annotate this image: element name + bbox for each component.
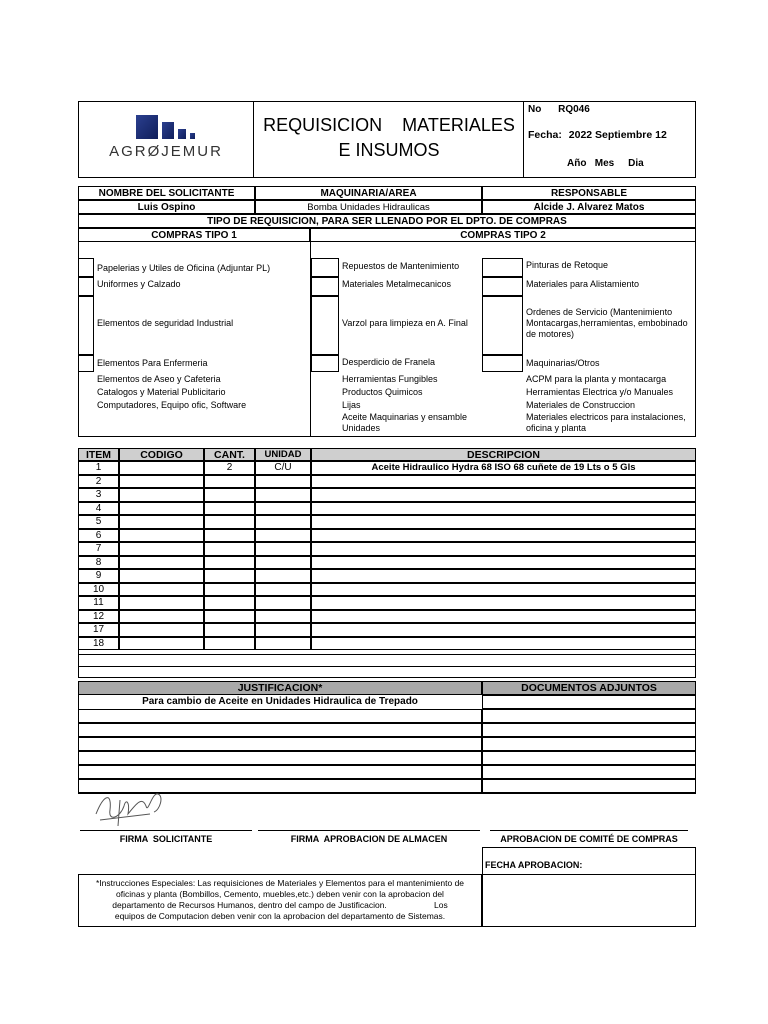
table-cell-descripcion[interactable] xyxy=(311,502,696,516)
justificacion-row[interactable] xyxy=(482,709,696,723)
tipo-option-label: Aceite Maquinarias y ensamble Unidades xyxy=(342,412,468,433)
instrucciones-line: oficinas y planta (Bombillos, Cemento, muebles,etc.) deben venir con la aprobacion del xyxy=(116,889,444,899)
tipo-option-label: Pinturas de Retoque xyxy=(526,260,609,270)
tipo-option-label: Materiales de Construccion xyxy=(526,400,636,410)
cant-column-header: CANT. xyxy=(204,448,255,461)
table-cell-unidad[interactable] xyxy=(255,515,311,529)
tipo-option-label: Desperdicio de Franela xyxy=(342,357,436,367)
table-cell-item[interactable]: 8 xyxy=(78,556,119,570)
checkbox[interactable] xyxy=(311,296,339,355)
table-cell-cant[interactable] xyxy=(204,488,255,502)
responsable-label: RESPONSABLE xyxy=(482,186,696,200)
tipo-option-label: Herramientas Fungibles xyxy=(342,374,438,384)
table-cell-cant[interactable] xyxy=(204,583,255,597)
descripcion-column-header: DESCRIPCION xyxy=(311,448,696,461)
table-cell-codigo[interactable] xyxy=(119,502,204,516)
table-cell-unidad[interactable] xyxy=(255,502,311,516)
signature-line xyxy=(258,830,480,831)
table-cell-descripcion[interactable]: Aceite Hidraulico Hydra 68 ISO 68 cuñete de 19 Lts o 5 Gls xyxy=(311,461,696,475)
justificacion-row[interactable] xyxy=(482,723,696,737)
table-cell-descripcion[interactable] xyxy=(311,637,696,651)
table-cell-descripcion[interactable] xyxy=(311,556,696,570)
table-cell-item[interactable]: 9 xyxy=(78,569,119,583)
table-cell-codigo[interactable] xyxy=(119,529,204,543)
table-cell-descripcion[interactable] xyxy=(311,488,696,502)
tipo1-label: COMPRAS TIPO 1 xyxy=(78,228,310,242)
justificacion-row[interactable] xyxy=(78,723,482,737)
table-cell-item[interactable]: 6 xyxy=(78,529,119,543)
checkbox[interactable] xyxy=(311,258,339,277)
table-cell-cant[interactable] xyxy=(204,569,255,583)
responsable-value: Alcide J. Alvarez Matos xyxy=(482,200,696,214)
table-cell-unidad[interactable] xyxy=(255,556,311,570)
table-cell-descripcion[interactable] xyxy=(311,475,696,489)
table-cell-cant[interactable] xyxy=(204,542,255,556)
table-cell-cant[interactable] xyxy=(204,596,255,610)
table-cell-descripcion[interactable] xyxy=(311,583,696,597)
table-cell-codigo[interactable] xyxy=(119,610,204,624)
table-cell-item[interactable]: 2 xyxy=(78,475,119,489)
extra-row[interactable] xyxy=(78,654,696,667)
table-cell-unidad[interactable] xyxy=(255,583,311,597)
table-cell-unidad[interactable] xyxy=(255,569,311,583)
tipo-option-label: Materiales Metalmecanicos xyxy=(342,279,452,289)
checkbox[interactable] xyxy=(311,355,339,372)
documentos-adjuntos-cell[interactable] xyxy=(482,695,696,709)
fecha-field xyxy=(528,129,667,141)
table-cell-codigo[interactable] xyxy=(119,569,204,583)
date-parts-label: Año Mes Dia xyxy=(567,158,644,169)
maquinaria-value: Bomba Unidades Hidraulicas xyxy=(255,200,482,214)
justificacion-row[interactable] xyxy=(482,765,696,779)
table-cell-codigo[interactable] xyxy=(119,542,204,556)
justificacion-row[interactable] xyxy=(482,737,696,751)
tipo-option-label: Herramientas Electrica y/o Manuales xyxy=(526,387,674,397)
table-cell-cant[interactable] xyxy=(204,529,255,543)
checkbox[interactable] xyxy=(482,355,523,372)
signature-line xyxy=(80,830,252,831)
no-field xyxy=(528,104,590,115)
table-cell-unidad[interactable] xyxy=(255,475,311,489)
table-cell-unidad[interactable] xyxy=(255,542,311,556)
table-cell-codigo[interactable] xyxy=(119,515,204,529)
table-cell-codigo[interactable] xyxy=(119,596,204,610)
tipo-option-label: Elementos de Aseo y Cafeteria xyxy=(97,374,221,384)
justificacion-row[interactable] xyxy=(482,751,696,765)
title-box xyxy=(254,101,524,178)
table-cell-unidad[interactable] xyxy=(255,623,311,637)
tipo-option-label: Computadores, Equipo ofic, Software xyxy=(97,400,247,410)
tipo-option-label: Maquinarias/Otros xyxy=(526,358,600,368)
tipo-option-label: Materiales para Alistamiento xyxy=(526,279,640,289)
table-cell-item[interactable]: 18 xyxy=(78,637,119,651)
table-cell-cant[interactable] xyxy=(204,637,255,651)
logo-box xyxy=(78,101,254,178)
table-cell-codigo[interactable] xyxy=(119,583,204,597)
table-cell-cant[interactable] xyxy=(204,502,255,516)
tipo-option-label: Ordenes de Servicio (Mantenimiento Montacargas,herramientas, embobinado de motores) xyxy=(526,307,688,339)
table-cell-item[interactable]: 10 xyxy=(78,583,119,597)
table-cell-item[interactable]: 3 xyxy=(78,488,119,502)
tipo-option-label: Elementos de seguridad Industrial xyxy=(97,318,234,328)
signature-line xyxy=(490,830,688,831)
fecha-aprobacion-divider xyxy=(482,874,696,875)
fecha-label: Fecha: xyxy=(528,129,562,141)
page-title-line2: E INSUMOS xyxy=(338,140,440,160)
justificacion-row[interactable] xyxy=(482,779,696,793)
table-cell-codigo[interactable] xyxy=(119,556,204,570)
firma-almacen-label: FIRMA APROBACION DE ALMACEN xyxy=(290,834,448,844)
maquinaria-label: MAQUINARIA/AREA xyxy=(255,186,482,200)
table-cell-codigo[interactable] xyxy=(119,488,204,502)
codigo-column-header: CODIGO xyxy=(119,448,204,461)
solicitante-label: NOMBRE DEL SOLICITANTE xyxy=(78,186,255,200)
tipo-title: TIPO DE REQUISICION, PARA SER LLENADO POR EL DPTO. DE COMPRAS xyxy=(78,214,696,228)
instrucciones-box xyxy=(78,874,482,927)
page-title-line1: REQUISICION MATERIALES xyxy=(263,115,515,135)
table-cell-cant[interactable] xyxy=(204,623,255,637)
justificacion-row[interactable] xyxy=(78,765,482,779)
justificacion-text[interactable]: Para cambio de Aceite en Unidades Hidraulica de Trepado xyxy=(142,696,418,707)
comite-label: APROBACION DE COMITÉ DE COMPRAS xyxy=(500,834,678,844)
table-cell-item[interactable]: 7 xyxy=(78,542,119,556)
checkbox[interactable] xyxy=(78,277,94,296)
checkbox[interactable] xyxy=(78,296,94,355)
documentos-adjuntos-header: DOCUMENTOS ADJUNTOS xyxy=(482,681,696,695)
fecha-aprobacion-label: FECHA APROBACION: xyxy=(485,860,583,870)
tipo-option-label: Uniformes y Calzado xyxy=(97,279,181,289)
instrucciones-line: departamento de Recursos Humanos, dentro del campo de Justificacion. Los xyxy=(112,900,448,910)
justificacion-header: JUSTIFICACION* xyxy=(78,681,482,695)
justificacion-row[interactable] xyxy=(78,751,482,765)
logo-text: AGRØJEMUR xyxy=(109,143,223,160)
tipo-option-label: Elementos Para Enfermeria xyxy=(97,358,208,368)
table-cell-unidad[interactable] xyxy=(255,488,311,502)
table-cell-descripcion[interactable] xyxy=(311,610,696,624)
no-label: No xyxy=(528,104,542,115)
table-cell-descripcion[interactable] xyxy=(311,515,696,529)
table-cell-item[interactable]: 1 xyxy=(78,461,119,475)
tipo-option-label: Repuestos de Mantenimiento xyxy=(342,261,460,271)
table-cell-descripcion[interactable] xyxy=(311,596,696,610)
tipo-option-label: Productos Quimicos xyxy=(342,387,423,397)
table-cell-codigo[interactable] xyxy=(119,637,204,651)
justificacion-row[interactable] xyxy=(78,737,482,751)
checkbox[interactable] xyxy=(482,296,523,355)
no-value: RQ046 xyxy=(558,104,590,115)
tipo-option-label: Papelerias y Utiles de Oficina (Adjuntar PL) xyxy=(97,263,271,273)
item-column-header: ITEM xyxy=(78,448,119,461)
table-cell-cant[interactable] xyxy=(204,475,255,489)
tipo-option-label: ACPM para la planta y montacarga xyxy=(526,374,667,384)
solicitante-value: Luis Ospino xyxy=(78,200,255,214)
table-cell-cant[interactable]: 2 xyxy=(204,461,255,475)
table-cell-item[interactable]: 12 xyxy=(78,610,119,624)
table-cell-unidad[interactable] xyxy=(255,610,311,624)
table-cell-codigo[interactable] xyxy=(119,623,204,637)
table-cell-unidad[interactable]: C/U xyxy=(255,461,311,475)
table-cell-unidad[interactable] xyxy=(255,529,311,543)
checkbox[interactable] xyxy=(311,277,339,296)
table-cell-item[interactable]: 17 xyxy=(78,623,119,637)
justificacion-row[interactable] xyxy=(78,709,482,723)
table-cell-descripcion[interactable] xyxy=(311,542,696,556)
table-cell-item[interactable]: 5 xyxy=(78,515,119,529)
checkbox[interactable] xyxy=(78,355,94,372)
tipo-option-label: Lijas xyxy=(342,400,361,410)
checkbox[interactable] xyxy=(482,258,523,277)
table-cell-cant[interactable] xyxy=(204,515,255,529)
tipo-option-label: Materiales electricos para instalaciones, oficina y planta xyxy=(526,412,686,433)
tipo-option-label: Varzol para limpieza en A. Final xyxy=(342,318,468,328)
table-cell-unidad[interactable] xyxy=(255,596,311,610)
table-cell-codigo[interactable] xyxy=(119,461,204,475)
fecha-value: 2022 Septiembre 12 xyxy=(568,129,667,141)
checkbox[interactable] xyxy=(482,277,523,296)
signature-icon xyxy=(90,784,170,830)
table-cell-cant[interactable] xyxy=(204,610,255,624)
agrojemur-logo-icon xyxy=(134,113,204,141)
table-cell-descripcion[interactable] xyxy=(311,529,696,543)
table-cell-codigo[interactable] xyxy=(119,475,204,489)
checkbox[interactable] xyxy=(78,258,94,277)
instrucciones-line: *Instrucciones Especiales: Las requisiciones de Materiales y Elementos para el mantenimiento de xyxy=(95,878,465,888)
table-cell-cant[interactable] xyxy=(204,556,255,570)
table-cell-item[interactable]: 11 xyxy=(78,596,119,610)
table-cell-unidad[interactable] xyxy=(255,637,311,651)
firma-solicitante-label: FIRMA SOLICITANTE xyxy=(119,834,213,844)
table-cell-descripcion[interactable] xyxy=(311,623,696,637)
tipo-option-label: Catalogos y Material Publicitario xyxy=(97,387,226,397)
fecha-aprobacion-box[interactable] xyxy=(482,847,696,927)
table-cell-item[interactable]: 4 xyxy=(78,502,119,516)
instrucciones-line: equipos de Computacion deben venir con la aprobacion del departamento de Sistemas. xyxy=(114,911,446,921)
table-cell-descripcion[interactable] xyxy=(311,569,696,583)
tipo2-label: COMPRAS TIPO 2 xyxy=(310,228,696,242)
unidad-column-header: UNIDAD xyxy=(255,448,311,461)
